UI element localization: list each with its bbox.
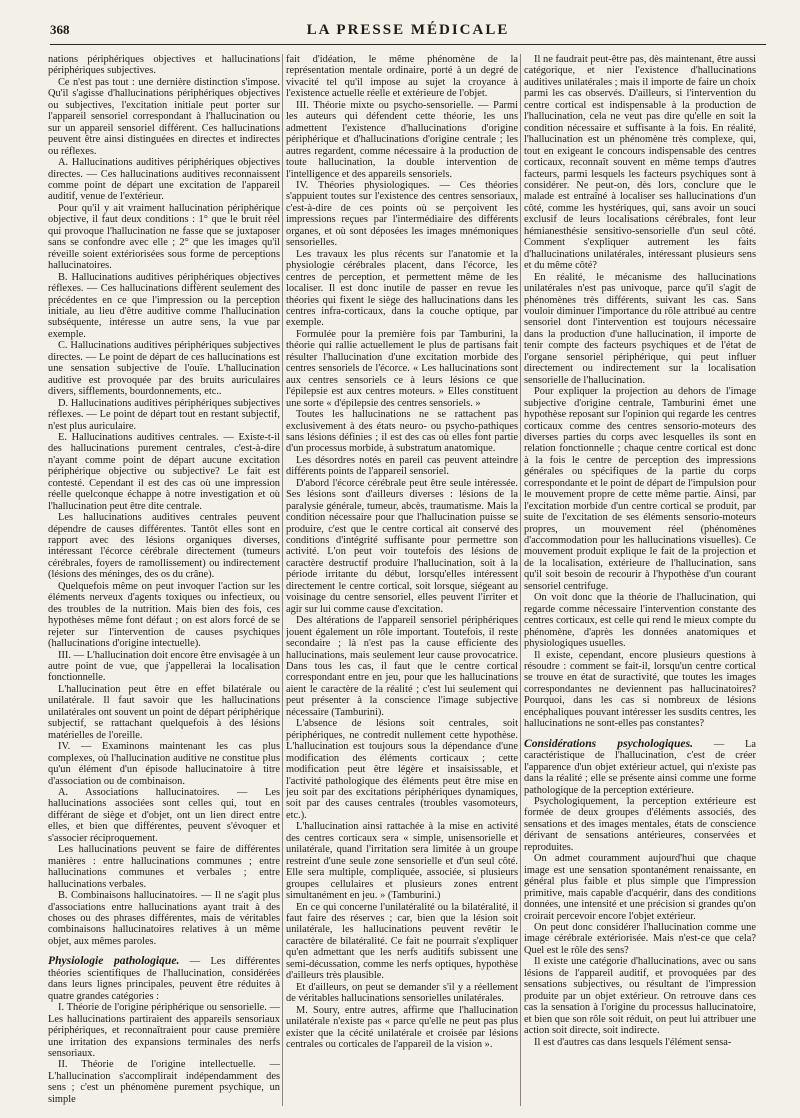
paragraph: On voit donc que la théorie de l'hallucination, qui regarde comme nécessaire l'intervention constante des centres corticaux, est celle qui rend le mieux compte du phénomène, d'après les données anatomiques et physiologiques usuelles. bbox=[524, 592, 756, 650]
text-column-2 bbox=[286, 54, 518, 1110]
paragraph: M. Soury, entre autres, affirme que l'hallucination unilatérale n'existe pas « parce qu'elle ne peut pas plus exister que la cécité unilatérale et croisée par lésions centrales ou corticales de l'appareil de la vision ». bbox=[286, 1004, 518, 1050]
paragraph: On admet couramment aujourd'hui que chaque image est une sensation spontanément renaissante, en général plus faible et plus simple que l'impression primitive, mais capable d'acquérir, dans des conditions données, une intensité et une précision si grandes qu'on croirait percevoir encore l'objet extérieur. bbox=[524, 853, 756, 922]
paragraph: Pour qu'il y ait vraiment hallucination périphérique objective, il faut deux conditions : 1° que le bruit réel qui provoque l'hallucination ne fasse que se juxtaposer sans se confondre avec elle ; 2° que les images qu'il réveille soient extériorisées sous forme de perceptions hallucinatoires. bbox=[48, 202, 280, 272]
text-column-1 bbox=[48, 54, 280, 1110]
paragraph: I. Théorie de l'origine périphérique ou sensorielle. — Les hallucinations partiraient des appareils sensoriaux périphériques, et reconnaîtraient pour cause première une irritation des expansions terminales des nerfs sensoriaux. bbox=[48, 1002, 280, 1059]
column-divider bbox=[282, 54, 283, 1106]
paragraph: E. Hallucinations auditives centrales. — Existe-t-il des hallucinations purement centrales, c'est-à-dire n'ayant comme point de départ aucune excitation périphérique objective ou subjective? Le fait est contesté. Cependant il est des cas où une impression réelle quelconque échappe à notre investigation et où l'hallucination peut être dite centrale. bbox=[48, 431, 280, 512]
page-header bbox=[50, 22, 766, 45]
paragraph: L'absence de lésions soit centrales, soit périphériques, ne contredit nullement cette hypothèse. L'hallucination est toujours sous la dépendance d'une modification des éléments corticaux ; cette modification peut être légère et insaisissable, et l'activité pathologique des éléments peut être mise en jeu soit par des excitations périphériques dynamiques, soit par des causes centrales (troubles vasomoteurs, etc.). bbox=[286, 718, 518, 821]
paragraph: Et d'ailleurs, on peut se demander s'il y a réellement de véritables hallucinations sensorielles unilatérales. bbox=[286, 981, 518, 1005]
section-heading-considerations: Considérations psychologiques. — La caractéristique de l'hallucination, c'est de créer l'apparence d'un objet extérieur actuel, qui n'existe pas dans la réalité ; elle se présente ainsi comme une forme pathologique de la perception extérieure. bbox=[524, 736, 756, 796]
paragraph: On peut donc considérer l'hallucination comme une image cérébrale extériorisée. Mais n'est-ce que cela? Quel est le rôle des sens? bbox=[524, 921, 756, 956]
paragraph: B. Combinaisons hallucinatoires. — Il ne s'agit plus d'associations entre hallucinations ayant trait à des choses ou des phrases différentes, mais de véritables combinaisons hallucinatoires relatives à un même objet, aux mêmes paroles. bbox=[48, 890, 280, 947]
paragraph: Les hallucinations peuvent se faire de différentes manières : entre hallucinations communes ; entre hallucinations communes et verbales ; entre hallucinations verbales. bbox=[48, 844, 280, 890]
text-column-3 bbox=[524, 54, 756, 1110]
paragraph: IV. — Examinons maintenant les cas plus complexes, où l'hallucination auditive ne constitue plus qu'un élément d'un épisode hallucinatoire à titre d'association ou de combinaison. bbox=[48, 741, 280, 787]
paragraph: Les hallucinations auditives centrales peuvent dépendre de causes différentes. Tantôt elles sont en rapport avec des lésions organiques diverses, intéressant l'écorce cérébrale directement (tumeurs cérébrales, foyers de ramollissement) ou indirectement (lésions des méninges, des os du crâne). bbox=[48, 512, 280, 581]
page-number: 368 bbox=[50, 22, 70, 37]
paragraph: Quelquefois même on peut invoquer l'action sur les éléments nerveux d'agents toxiques ou infectieux, ou des troubles de la nutrition. Mais bien des fois, ces hypothèses même font défaut ; on est alors forcé de se rejeter sur l'intervention de causes psychiques (hallucinations d'origine intectuelle). bbox=[48, 580, 280, 650]
paragraph: nations périphériques objectives et hallucinations périphériques subjectives. bbox=[48, 54, 280, 77]
paragraph: Il ne faudrait peut-être pas, dès maintenant, être aussi catégorique, et nier l'existence d'hallucinations auditives unilatérales ; mais il importe de faire un choix parmi les cas observés. D'ailleurs, si l'intervention du centre cortical est indispensable à la production de l'hallucination, cela ne veut pas dire qu'elle en soit la condition nécessaire et suffisante à la fois. En réalité, l'hallucination est un phénomène très complexe, qui, tout en exigeant le concours indispensable des centres corticaux, reconnaît souvent en même temps d'autres facteurs, parmi lesquels les facteurs psychiques sont à considérer. Ne peut-on, dès lors, conclure que le malade est entraîné à localiser ses hallucinations d'un côté, comme les hystériques, qui, sans avoir un souci exclusif de leurs localisations cérébrales, font leur hémianesthésie sensitivo-sensorielle d'un seul côté. Comment s'expliquer autrement les faits d'hallucinations unilatérales, intéressant plusieurs sens et du même côté? bbox=[524, 54, 756, 272]
paragraph: Il est d'autres cas dans lesquels l'élément sensa- bbox=[534, 1036, 732, 1048]
paragraph: fait d'idéation, le même phénomène de la représentation mentale ordinaire, porté à un degré de vivacité tel qu'il impose au sujet la croyance à l'existence actuelle réelle et extérieure de l'objet. bbox=[286, 54, 518, 100]
paragraph: II. Théorie de l'origine intellectuelle. — L'hallucination s'accomplirait indépendamment des sens ; c'est un phénomène purement psychique, un simple bbox=[48, 1059, 280, 1105]
paragraph: D'abord l'écorce cérébrale peut être seule intéressée. Ses lésions sont d'ailleurs diverses : lésions de la paralysie générale, tumeur, abcès, traumatisme. Mais la condition nécessaire pour que l'hallucination puisse se produire, c'est que le centre cortical ait conservé des conditions d'intégrité suffisante pour permettre son activité. L'on peut voir toutefois des lésions de caractère destructif produire l'hallucination, soit à la période irritante du début, lorsqu'elles intéressent directement le centre cortical, soit lorsque, siégeant au voisinage du centre sensoriel, elles peuvent l'irriter et agir sur lui comme cause d'excitation. bbox=[286, 477, 518, 615]
paragraph: Des altérations de l'appareil sensoriel périphériques jouent également un rôle important. Toutefois, il reste secondaire ; là n'est pas la cause efficiente des hallucinations, mais seulement leur cause provocatrice. Dans tous les cas, il faut que le centre cortical correspondant entre en jeu, pour que les hallucinations aient le caractère de la réalité ; c'est lui seulement qui peut présenter à la conscience l'image subjective nécessaire (Tamburini). bbox=[286, 615, 518, 718]
paragraph: En réalité, le mécanisme des hallucinations unilatérales n'est pas univoque, parce qu'il s'agit de phénomènes très différents, suivant les cas. Sans vouloir diminuer l'importance du rôle attribué au centre sensoriel dont l'intervention est toujours nécessaire dans la production d'une hallucination, il importe de tenir compte des facteurs psychiques et de l'état de l'organe sensoriel périphérique, qui peut influer directement ou indirectement sur la localisation sensorielle de l'hallucination. bbox=[524, 271, 756, 386]
paragraph: A. Associations hallucinatoires. — Les hallucinations associées sont celles qui, tout en différant de siège et d'objet, ont un lien direct entre elles, et bien que différentes, peuvent s'évoquer et s'associer réciproquement. bbox=[48, 787, 280, 844]
paragraph: B. Hallucinations auditives périphériques objectives réflexes. — Ces hallucinations diffèrent seulement des précédentes en ce que l'impression ou la perception initiale, au lieu d'être auditive comme l'hallucination subséquente, intéresse un autre sens, la vue par exemple. bbox=[48, 271, 280, 340]
paragraph: Les travaux les plus récents sur l'anatomie et la physiologie cérébrales placent, dans l'écorce, les centres de perception, et permettent même de les localiser. Il est donc inutile de passer en revue les théories qui fixent le siège des hallucinations dans les centres infra-corticaux, dans la couche optique, par exemple. bbox=[286, 248, 518, 329]
paragraph: III. Théorie mixte ou psycho-sensorielle. — Parmi les auteurs qui défendent cette théorie, les uns admettent l'existence d'hallucinations d'origine périphérique et d'hallucinations d'origine centrale ; les autres regardent, comme nécessaire à la production de toute hallucination, la double intervention de l'intelligence et des appareils sensoriels. bbox=[286, 99, 518, 180]
section-heading-physiologie: Physiologie pathologique. — Les différentes théories scientifiques de l'hallucination, considérées dans leurs lignes principales, peuvent être réduites à quatre grandes catégories : bbox=[48, 954, 280, 1002]
paragraph: L'hallucination ainsi rattachée à la mise en activité des centres corticaux sera « simple, unisensorielle et unilatérale, quand l'irritation sera limitée à un groupe restreint d'une seule zone sensorielle et d'un seul côté. Elle sera multiple, compliquée, associée, si plusieurs groupes cellulaires et plusieurs zones entrent simultanément en jeu. » (Tamburini.) bbox=[286, 821, 518, 902]
paragraph: L'hallucination peut être en effet bilatérale ou unilatérale. Il faut savoir que les hallucinations unilatérales ont souvent un point de départ périphérique subjectif, se rattachant quelquefois à des lésions matérielles de l'oreille. bbox=[48, 683, 280, 741]
journal-title: LA PRESSE MÉDICALE bbox=[306, 22, 510, 38]
paragraph: Ce n'est pas tout : une dernière distinction s'impose. Qu'il s'agisse d'hallucinations périphériques objectives ou subjectives, l'excitation initiale peut porter sur l'appareil sensoriel correspondant à l'hallucination ou sur un appareil sensoriel différent. Ces hallucinations peuvent être ainsi distinguées en directes et indirectes ou réflexes. bbox=[48, 76, 280, 157]
paragraph: D. Hallucinations auditives périphériques subjectives réflexes. — Le point de départ tout en restant subjectif, n'est plus auriculaire. bbox=[48, 397, 280, 432]
column-divider bbox=[520, 54, 521, 1106]
paragraph: IV. Théories physiologiques. — Ces théories s'appuient toutes sur l'existence des centres sensoriaux, c'est-à-dire de ces points où se perçoivent les impressions reçues par l'intermédiaire des différents organes, et où sont déposées les images mnémoniques sensorielles. bbox=[286, 179, 518, 249]
paragraph: En ce qui concerne l'unilatéralité ou la bilatéralité, il faut faire des réserves ; car, bien que la lésion soit unilatérale, les hallucinations peuvent revêtir le caractère de bilatéralité. Ce fait ne pourrait s'expliquer qu'en admettant que les nerfs auditifs subissent une semi-décussation, comme les nerfs optiques, hypothèse d'ailleurs très plausible. bbox=[286, 901, 518, 982]
paragraph: C. Hallucinations auditives périphériques subjectives directes. — Le point de départ de ces hallucinations est une sensation subjective de l'ouïe. L'hallucination auditive est provoquée par des bruits auriculaires divers, sifflements, bourdonnements, etc.. bbox=[48, 340, 280, 398]
paragraph: Psychologiquement, la perception extérieure est formée de deux groupes d'éléments associés, des sensations et des images mentales, états de conscience dérivant de sensations antérieures, conservées et reproduites. bbox=[524, 796, 756, 853]
paragraph: Pour expliquer la projection au dehors de l'image subjective d'origine centrale, Tamburini émet une hypothèse reposant sur l'opinion qui regarde les centres corticaux comme des centres sensorio-moteurs des diverses parties du corps avec lesquelles ils sont en relation fonctionnelle ; chaque centre cortical est donc à la fois le centre de perception des impressions générales ou spécifiques de la partie du corps correspondante et le point de départ de l'impulsion pour le mouvement propre de cette même partie. Ainsi, par l'excitation morbide d'un centre cortical se produit, par suite de l'excitation de ses éléments sensorio-moteurs propres, un mouvement réel (phénomènes d'accommodation pour les hallucinations visuelles). Ce mouvement produit explique le fait de la projection et de la localisation, extérieure de l'hallucination, sans qu'il soit besoin de recourir à l'hypothèse d'un courant sensoriel centrifuge. bbox=[524, 386, 756, 592]
paragraph: Il existe, cependant, encore plusieurs questions à résoudre : comment se fait-il, lorsqu'un centre cortical se trouve en état de suractivité, que toutes les images correspondantes ne deviennent pas hallucinatoires? Pourquoi, dans les cas si nombreux de lésions encéphaliques pouvant intéresser les susdits centres, les hallucinations ne sont-elles pas constantes? bbox=[524, 649, 756, 730]
paragraph: Les désordres notés en pareil cas peuvent atteindre différents points de l'appareil sensoriel. bbox=[286, 454, 518, 478]
paragraph: Il existe une catégorie d'hallucinations, avec ou sans lésions de l'appareil auditif, et provoquées par des sensations subjectives, ou résultant de l'impression produite par un objet extérieur. On retrouve dans ces cas la sensation à l'origine du processus hallucinatoire, et bien que son rôle soit réduit, on peut lui attribuer une action soit directe, soit indirecte. bbox=[524, 956, 756, 1037]
paragraph: III. — L'hallucination doit encore être envisagée à un autre point de vue, que j'appellerai la localisation fonctionnelle. bbox=[48, 649, 280, 684]
paragraph: Toutes les hallucinations ne se rattachent pas exclusivement à des états neuro- ou psycho-pathiques sans lésions définies ; il est des cas où elles font partie d'un processus morbide, à substratum anatomique. bbox=[286, 409, 518, 455]
paragraph: A. Hallucinations auditives périphériques objectives directes. — Ces hallucinations auditives reconnaissent comme point de départ une excitation de l'appareil auditif, venue de l'extérieur. bbox=[48, 157, 280, 203]
paragraph: Formulée pour la première fois par Tamburini, la théorie qui rallie actuellement le plus de partisans fait résulter l'hallucination d'une excitation morbide des centres sensoriels de l'écorce. « Les hallucinations sont aux centres sensoriels ce à leurs lésions ce que l'épilepsie est aux centres moteurs. » Elles constituent une sorte « d'épilepsie des centres sensoriels. » bbox=[286, 328, 518, 409]
